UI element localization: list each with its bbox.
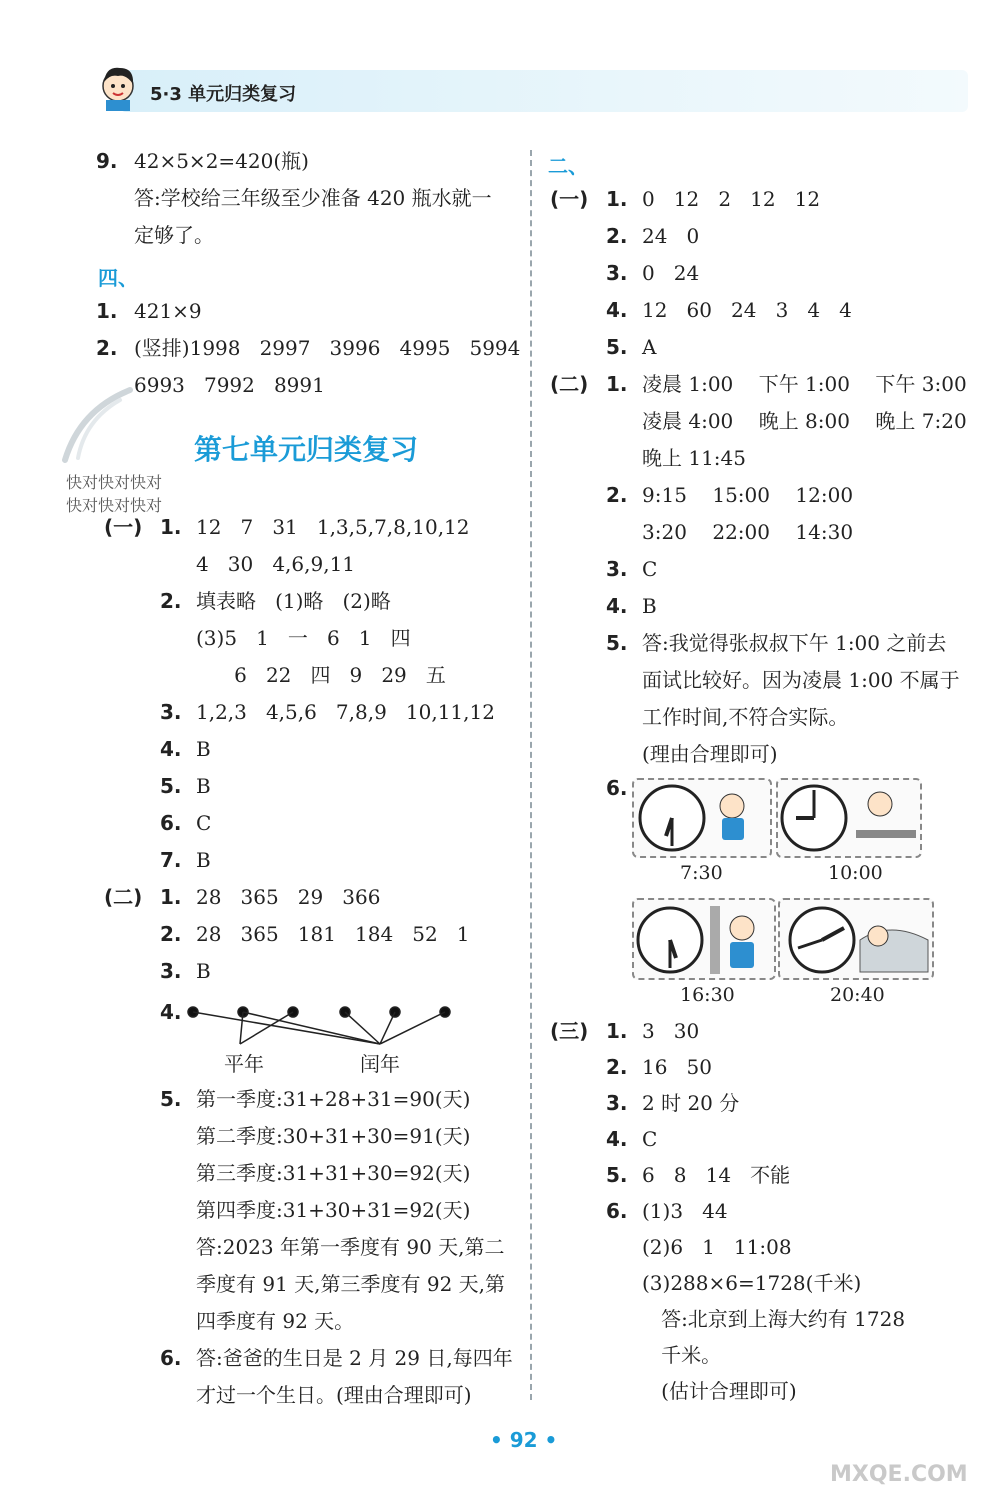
answer-line [550, 184, 820, 214]
answer-text: 4 30 4,6,9,11 [196, 552, 356, 576]
answer-text: 晚上 11:45 [642, 446, 746, 470]
clock-illustration-afternoon [632, 898, 776, 980]
answer-line [550, 591, 657, 621]
answer-text: C [642, 557, 658, 581]
page-number: • 92 • [490, 1428, 558, 1452]
answer-text: 面试比较好。因为凌晨 1:00 不属于 [642, 668, 960, 692]
question-number: 6. [606, 1199, 628, 1223]
answer-text: (3)288×6=1728(千米) [642, 1271, 862, 1295]
question-number: 3. [606, 1091, 628, 1115]
label-run-year: 闰年 [360, 1052, 400, 1076]
answer-text: B [196, 737, 211, 761]
answer-line [550, 221, 699, 251]
answer-text: 第三季度:31+31+30=92(天) [196, 1161, 471, 1185]
mascot-icon [96, 62, 140, 112]
clock-caption: 7:30 [680, 862, 723, 884]
answer-text: 第二季度:30+31+30=91(天) [196, 1124, 471, 1148]
answer-text: 421×9 [134, 299, 202, 323]
answer-text: 1,2,3 4,5,6 7,8,9 10,11,12 [196, 700, 495, 724]
question-number: 1. [96, 299, 118, 323]
answer-text: 12 60 24 3 4 4 [642, 298, 852, 322]
question-number: 4. [606, 298, 628, 322]
answer-line [96, 220, 214, 250]
column-divider [530, 150, 532, 1400]
answer-line [104, 956, 211, 986]
question-number: 2. [160, 589, 182, 613]
question-number: 2. [606, 1055, 628, 1079]
answer-text: 16 50 [642, 1055, 712, 1079]
question-number: 6. [160, 1346, 182, 1370]
answer-line [160, 1380, 472, 1410]
question-number: 5. [606, 1163, 628, 1187]
answer-text: B [642, 594, 657, 618]
answer-line [550, 1016, 699, 1046]
answer-text: 凌晨 1:00 下午 1:00 下午 3:00 [642, 372, 967, 396]
question-number: 3. [606, 261, 628, 285]
answer-line [550, 1124, 657, 1154]
answer-line [550, 1268, 861, 1298]
answer-line [160, 1232, 505, 1262]
answer-text: (3)5 1 一 6 1 四 [196, 626, 411, 650]
q6-number: 6. [606, 776, 628, 800]
question-number: 4. [160, 737, 182, 761]
answer-line [104, 771, 211, 801]
answer-text: A [642, 335, 657, 359]
header-title: 5·3 单元归类复习 [150, 84, 297, 105]
answer-line [550, 1376, 797, 1406]
answer-line [550, 1340, 721, 1370]
answer-line [160, 1158, 470, 1188]
answer-line [104, 512, 470, 542]
question-number: 1. [606, 372, 628, 396]
answer-text: 24 0 [642, 224, 700, 248]
answer-line [550, 628, 946, 658]
question-number: 4. [606, 594, 628, 618]
answer-text: 28 365 181 184 52 1 [196, 922, 470, 946]
question-number: 2. [160, 922, 182, 946]
answer-text: (2)6 1 11:08 [642, 1235, 792, 1259]
answer-line [104, 919, 470, 949]
clock-illustration-study [776, 778, 922, 858]
answer-text: 答:2023 年第一季度有 90 天,第二 [196, 1235, 505, 1259]
answer-text: B [196, 959, 211, 983]
answer-text: 2 时 20 分 [642, 1091, 740, 1115]
answer-line [104, 549, 355, 579]
answer-text: 答:学校给三年级至少准备 420 瓶水就一 [134, 186, 492, 210]
answer-line [160, 1269, 505, 1299]
answer-text: 工作时间,不符合实际。 [642, 705, 849, 729]
clock-illustration-morning [632, 778, 772, 858]
answer-line [104, 623, 411, 653]
answer-line [550, 443, 746, 473]
answer-text: 填表略 (1)略 (2)略 [196, 589, 391, 613]
question-number: 5. [160, 774, 182, 798]
answer-line [104, 882, 380, 912]
answer-text: 3 30 [642, 1019, 700, 1043]
question-number: 3. [160, 959, 182, 983]
group-label: (二) [550, 372, 589, 396]
question-number: 1. [160, 885, 182, 909]
answer-text: (竖排)1998 2997 3996 4995 5994 [134, 336, 521, 360]
answer-line [96, 296, 202, 326]
answer-text: 答:我觉得张叔叔下午 1:00 之前去 [642, 631, 947, 655]
answer-text: (理由合理即可) [642, 742, 778, 766]
answer-text: 季度有 91 天,第三季度有 92 天,第 [196, 1272, 506, 1296]
answer-line [104, 734, 211, 764]
question-number: 5. [606, 335, 628, 359]
answer-line [550, 332, 656, 362]
group-label: (一) [104, 515, 143, 539]
question-number: 3. [160, 700, 182, 724]
answer-line [96, 183, 492, 213]
answer-text: B [196, 848, 211, 872]
answer-text: 答:北京到上海大约有 1728 [642, 1307, 906, 1331]
answer-text: 42×5×2=420(瓶) [134, 149, 309, 173]
question-number: 2. [606, 483, 628, 507]
answer-line [96, 333, 520, 363]
answer-text: 6 22 四 9 29 五 [196, 663, 446, 687]
question-number: 9. [96, 149, 118, 173]
answer-line [550, 517, 853, 547]
question-number: 5. [160, 1087, 182, 1111]
answer-line [550, 1160, 790, 1190]
answer-text: C [196, 811, 212, 835]
answer-line [550, 369, 967, 399]
answer-line [160, 1195, 470, 1225]
decorative-swoosh-icon [50, 380, 140, 475]
question-number: 4. [606, 1127, 628, 1151]
answer-text: 0 24 [642, 261, 700, 285]
answer-line [160, 1306, 354, 1336]
answer-line [104, 660, 446, 690]
answer-line [550, 295, 852, 325]
answer-line [104, 586, 391, 616]
group-label: (一) [550, 187, 589, 211]
answer-line [550, 554, 657, 584]
answer-line [550, 702, 848, 732]
answer-text: 28 365 29 366 [196, 885, 381, 909]
kuai-line: 快对快对快对 [66, 473, 163, 492]
answer-line [96, 146, 309, 176]
answer-line [104, 697, 495, 727]
answer-text: 定够了。 [134, 223, 214, 247]
answer-text: 0 12 2 12 12 [642, 187, 821, 211]
q4-number: 4. [160, 1000, 182, 1024]
answer-line [550, 1088, 739, 1118]
answer-text: 凌晨 4:00 晚上 8:00 晚上 7:20 [642, 409, 967, 433]
answer-text: 6 8 14 不能 [642, 1163, 791, 1187]
chapter-title: 第七单元归类复习 [194, 433, 419, 466]
answer-line [550, 1304, 905, 1334]
answer-line [550, 406, 967, 436]
answer-line [550, 1052, 712, 1082]
answer-line [104, 808, 211, 838]
question-number: 2. [606, 224, 628, 248]
answer-text: 才过一个生日。(理由合理即可) [196, 1383, 472, 1407]
group-label: (二) [104, 885, 143, 909]
clock-illustration-night [778, 898, 934, 980]
clock-caption: 20:40 [830, 984, 885, 1006]
answer-line [550, 1196, 728, 1226]
group-label: (三) [550, 1019, 589, 1043]
watermark: MXQE.COM [830, 1462, 968, 1487]
answer-line [550, 480, 853, 510]
question-number: 1. [606, 187, 628, 211]
label-ping-year: 平年 [224, 1052, 264, 1076]
question-number: 6. [160, 811, 182, 835]
answer-text: C [642, 1127, 658, 1151]
answer-line [550, 665, 960, 695]
answer-line [160, 1343, 513, 1373]
answer-text: 3:20 22:00 14:30 [642, 520, 854, 544]
question-number: 1. [606, 1019, 628, 1043]
answer-text: 第一季度:31+28+31=90(天) [196, 1087, 471, 1111]
question-number: 3. [606, 557, 628, 581]
answer-line [104, 845, 211, 875]
answer-line [550, 1232, 792, 1262]
question-number: 1. [160, 515, 182, 539]
question-number: 5. [606, 631, 628, 655]
answer-text: 答:爸爸的生日是 2 月 29 日,每四年 [196, 1346, 513, 1370]
answer-text: 12 7 31 1,3,5,7,8,10,12 [196, 515, 470, 539]
answer-line [550, 258, 699, 288]
answer-line [160, 1084, 470, 1114]
section-heading-si: 四、 [98, 266, 138, 290]
answer-text: (1)3 44 [642, 1199, 728, 1223]
answer-text: 第四季度:31+30+31=92(天) [196, 1198, 471, 1222]
answer-text: 千米。 [642, 1343, 722, 1367]
question-number: 7. [160, 848, 182, 872]
question-number: 2. [96, 336, 118, 360]
clock-caption: 16:30 [680, 984, 735, 1006]
answer-text: 四季度有 92 天。 [196, 1309, 355, 1333]
answer-text: 6993 7992 8991 [134, 373, 325, 397]
answer-line [550, 739, 778, 769]
answer-text: 9:15 15:00 12:00 [642, 483, 854, 507]
answer-text: (估计合理即可) [642, 1379, 797, 1403]
kuai-line: 快对快对快对 [66, 496, 163, 515]
answer-text: B [196, 774, 211, 798]
section-heading-er: 二、 [548, 154, 588, 178]
clock-caption: 10:00 [828, 862, 883, 884]
answer-line [160, 1121, 470, 1151]
